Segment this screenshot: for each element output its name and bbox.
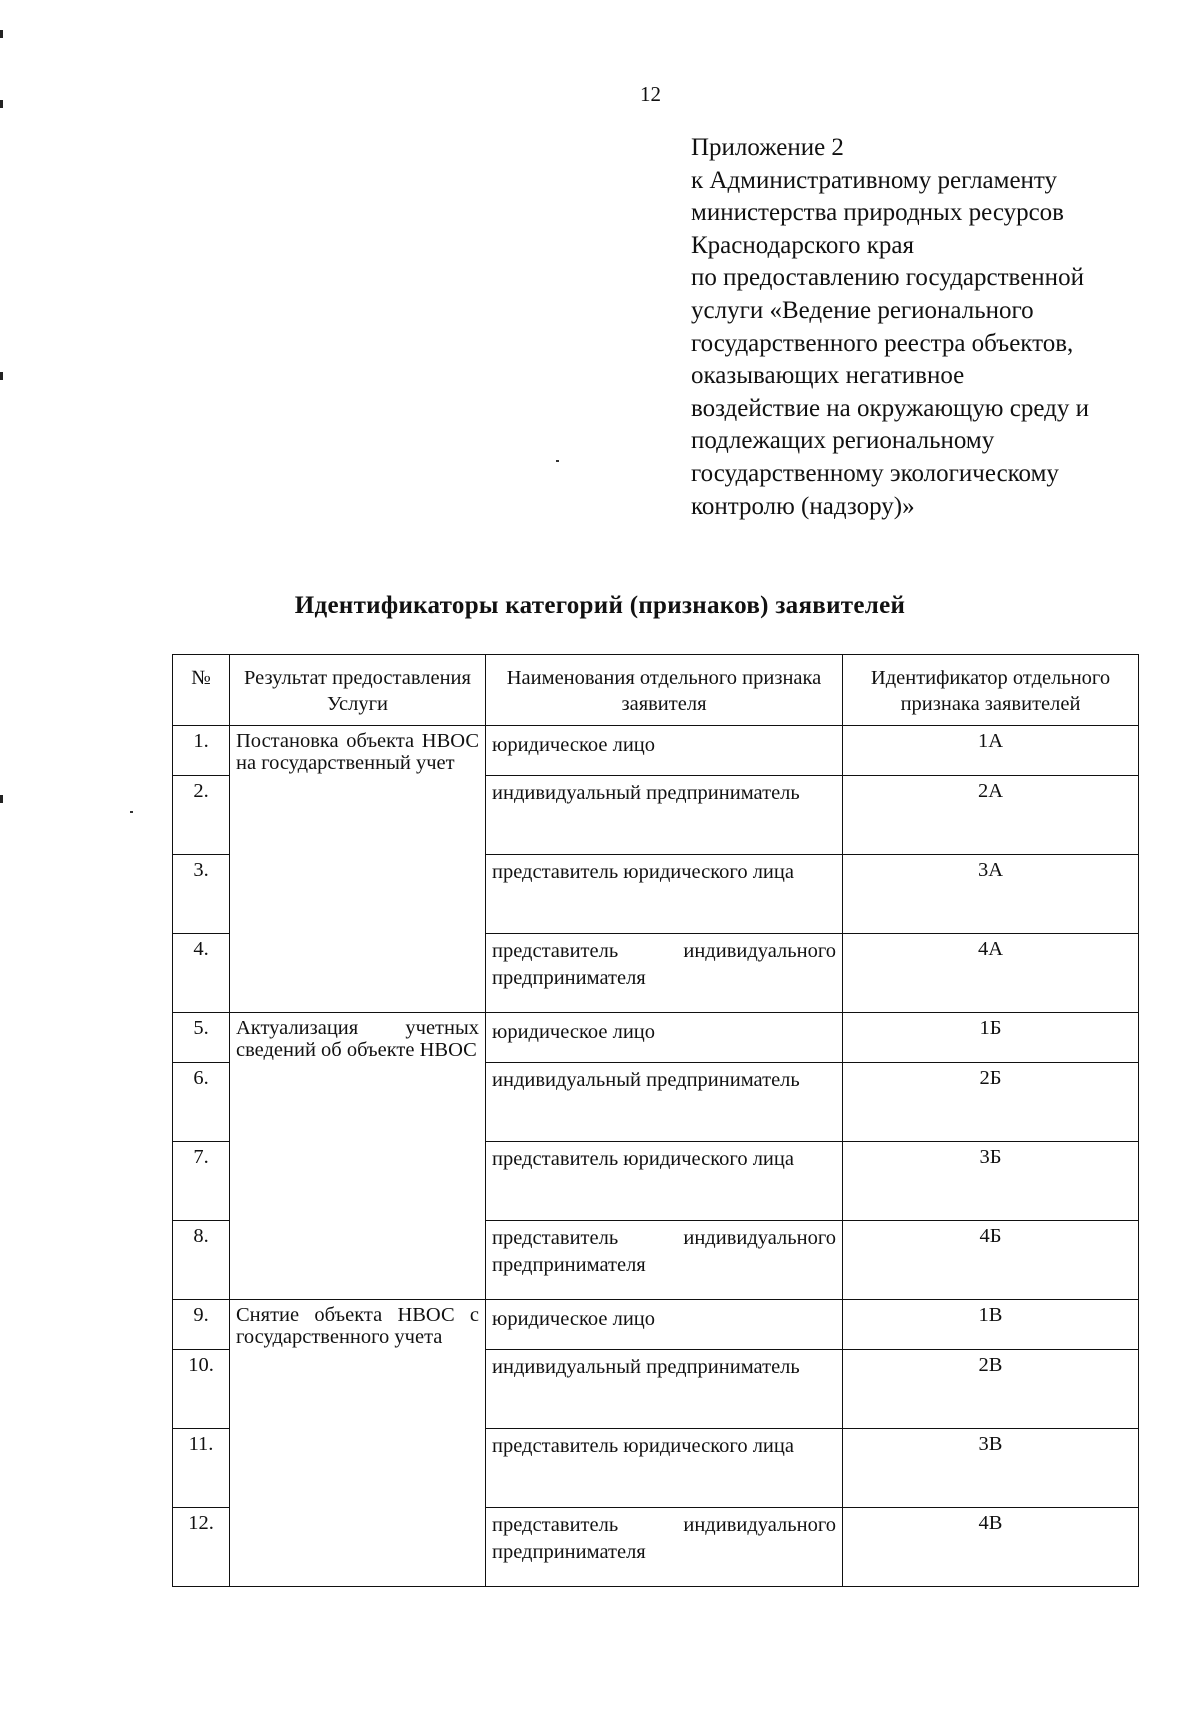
row-number: 11.: [173, 1429, 230, 1508]
scan-edge-mark: [0, 100, 3, 108]
attribute-cell: представитель юридического лица: [486, 855, 843, 934]
scan-speck: [556, 460, 559, 462]
attribute-cell: представитель индивидуального предпринимателя: [486, 934, 843, 1013]
header-result: Результат предоставления Услуги: [230, 655, 486, 726]
header-identifier: Идентификатор отдельного признака заявителей: [843, 655, 1139, 726]
attribute-cell: индивидуальный предприниматель: [486, 1063, 843, 1142]
identifier-cell: 4Б: [843, 1221, 1139, 1300]
appendix-line: министерства природных ресурсов: [691, 199, 1064, 227]
result-cell: Постановка объекта НВОС на государственный учет: [230, 726, 486, 1013]
document-title: Идентификаторы категорий (признаков) заявителей: [294, 592, 906, 619]
attribute-cell: представитель юридического лица: [486, 1142, 843, 1221]
identifier-cell: 2Б: [843, 1063, 1139, 1142]
row-number: 9.: [173, 1300, 230, 1350]
scan-edge-mark: [0, 30, 3, 38]
row-number: 10.: [173, 1350, 230, 1429]
result-cell: Актуализация учетных сведений об объекте НВОС: [230, 1013, 486, 1300]
page-number: 12: [640, 82, 661, 106]
attribute-cell: представитель юридического лица: [486, 1429, 843, 1508]
identifier-cell: 3Б: [843, 1142, 1139, 1221]
identifier-cell: 1Б: [843, 1013, 1139, 1063]
appendix-line: контролю (надзору)»: [691, 492, 915, 520]
header-number: №: [173, 655, 230, 726]
appendix-header: [691, 132, 1161, 523]
identifier-cell: 4А: [843, 934, 1139, 1013]
attribute-cell: юридическое лицо: [486, 726, 843, 776]
identifier-cell: 2А: [843, 776, 1139, 855]
identifier-cell: 3А: [843, 855, 1139, 934]
result-cell: Снятие объекта НВОС с государственного учета: [230, 1300, 486, 1587]
scan-speck: [130, 811, 133, 813]
appendix-line: государственному экологическому: [691, 459, 1059, 487]
appendix-line: Краснодарского края: [691, 231, 914, 259]
attribute-cell: юридическое лицо: [486, 1300, 843, 1350]
row-number: 8.: [173, 1221, 230, 1300]
scan-edge-mark: [0, 795, 3, 803]
identifiers-table-wrapper: [172, 654, 1139, 1587]
row-number: 12.: [173, 1508, 230, 1587]
header-attribute: Наименования отдельного признака заявителя: [486, 655, 843, 726]
row-number: 1.: [173, 726, 230, 776]
attribute-cell: индивидуальный предприниматель: [486, 1350, 843, 1429]
identifier-cell: 1А: [843, 726, 1139, 776]
appendix-line: услуги «Ведение регионального: [691, 296, 1034, 324]
identifier-cell: 4В: [843, 1508, 1139, 1587]
identifiers-table: [172, 654, 1139, 1587]
attribute-cell: юридическое лицо: [486, 1013, 843, 1063]
scan-edge-mark: [0, 372, 3, 380]
appendix-line: к Административному регламенту: [691, 166, 1058, 194]
row-number: 5.: [173, 1013, 230, 1063]
table-header-row: [173, 655, 1139, 726]
identifier-cell: 3В: [843, 1429, 1139, 1508]
row-number: 7.: [173, 1142, 230, 1221]
table-row: [173, 1013, 1139, 1063]
attribute-cell: индивидуальный предприниматель: [486, 776, 843, 855]
appendix-line: государственного реестра объектов,: [691, 329, 1074, 357]
identifier-cell: 1В: [843, 1300, 1139, 1350]
row-number: 4.: [173, 934, 230, 1013]
row-number: 3.: [173, 855, 230, 934]
appendix-line: по предоставлению государственной: [691, 264, 1084, 292]
identifier-cell: 2В: [843, 1350, 1139, 1429]
table-row: [173, 1300, 1139, 1350]
appendix-line: подлежащих региональному: [691, 427, 995, 455]
attribute-cell: представитель индивидуального предпринимателя: [486, 1221, 843, 1300]
appendix-line: воздействие на окружающую среду и: [691, 394, 1089, 422]
appendix-line: Приложение 2: [691, 134, 844, 161]
row-number: 6.: [173, 1063, 230, 1142]
row-number: 2.: [173, 776, 230, 855]
table-row: [173, 726, 1139, 776]
appendix-line: оказывающих негативное: [691, 362, 965, 390]
attribute-cell: представитель индивидуального предпринимателя: [486, 1508, 843, 1587]
